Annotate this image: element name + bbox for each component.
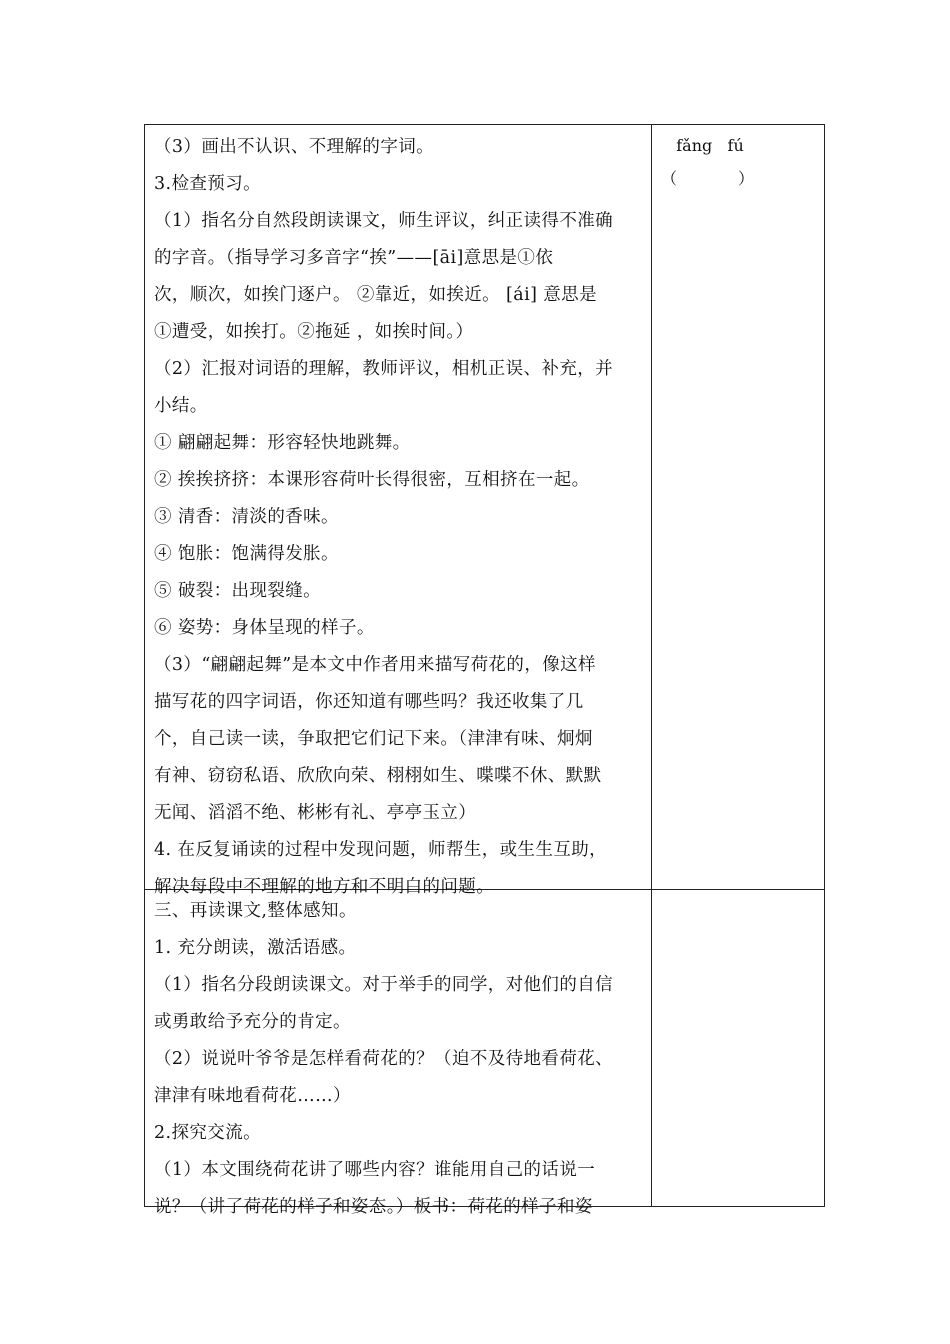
- text-line: 或勇敢给予充分的肯定。: [154, 1012, 351, 1032]
- lesson-plan-table: [144, 124, 825, 1217]
- text-line: （3）画出不认识、不理解的字词。: [154, 137, 435, 157]
- text-line: 个，自己读一读，争取把它们记下来。（津津有味、炯炯: [154, 729, 593, 749]
- text-line: （2）说说叶爷爷是怎样看荷花的？（迫不及待地看荷花、: [154, 1049, 614, 1069]
- text-line: 小结。: [154, 396, 208, 416]
- text-line: 次，顺次，如挨门逐户。 ②靠近，如挨近。 [ái] 意思是: [154, 285, 597, 305]
- text-line: 说？（讲了荷花的样子和姿态。）板书：荷花的样子和姿: [154, 1197, 593, 1217]
- text-line: 2.探究交流。: [154, 1123, 261, 1143]
- text-line: （3）“翩翩起舞”是本文中作者用来描写荷花的，像这样: [154, 655, 596, 675]
- text-line: 无闻、滔滔不绝、彬彬有礼、亭亭玉立）: [154, 803, 477, 823]
- text-line: 的字音。（指导学习多音字“挨”——[āi]意思是①依: [154, 248, 554, 268]
- text-line: （1）本文围绕荷花讲了哪些内容？谁能用自己的话说一: [154, 1160, 596, 1180]
- text-line: ⑥ 姿势：身体呈现的样子。: [154, 618, 375, 638]
- column-divider: [651, 125, 652, 1206]
- text-line: 解决每段中不理解的地方和不明白的问题。: [154, 877, 495, 897]
- text-line: （1）指名分段朗读课文。对于举手的同学，对他们的自信: [154, 975, 614, 995]
- notes-cell-2: [661, 893, 821, 1205]
- lesson-content-cell-2: [154, 893, 646, 1217]
- text-line: 4. 在反复诵读的过程中发现问题，师帮生，或生生互助，: [154, 840, 608, 860]
- text-line: ①遭受，如挨打。②拖延 ，如挨时间。）: [154, 322, 474, 342]
- text-line: 三、再读课文,整体感知。: [154, 901, 357, 921]
- lesson-content-cell-1: [154, 129, 646, 897]
- text-line: ① 翩翩起舞：形容轻快地跳舞。: [154, 433, 411, 453]
- notes-cell-1: [661, 129, 821, 249]
- text-line: 描写花的四字词语，你还知道有哪些吗？我还收集了几: [154, 692, 584, 712]
- text-line: ④ 饱胀：饱满得发胀。: [154, 544, 339, 564]
- text-line: 3.检查预习。: [154, 174, 261, 194]
- text-line: ⑤ 破裂：出现裂缝。: [154, 581, 322, 601]
- pinyin-line: fǎng fú: [661, 136, 744, 155]
- text-line: 有神、窃窃私语、欣欣向荣、栩栩如生、喋喋不休、默默: [154, 766, 602, 786]
- text-line: 津津有味地看荷花……）: [154, 1086, 351, 1106]
- text-line: （1）指名分自然段朗读课文，师生评议，纠正读得不准确: [154, 211, 614, 231]
- text-line: ② 挨挨挤挤：本课形容荷叶长得很密，互相挤在一起。: [154, 470, 590, 490]
- text-line: ③ 清香：清淡的香味。: [154, 507, 339, 527]
- text-line: 1. 充分朗读，激活语感。: [154, 938, 357, 958]
- text-line: （2）汇报对词语的理解，教师评议，相机正误、补充，并: [154, 359, 614, 379]
- blank-parenthesis-line: （ ）: [661, 169, 755, 188]
